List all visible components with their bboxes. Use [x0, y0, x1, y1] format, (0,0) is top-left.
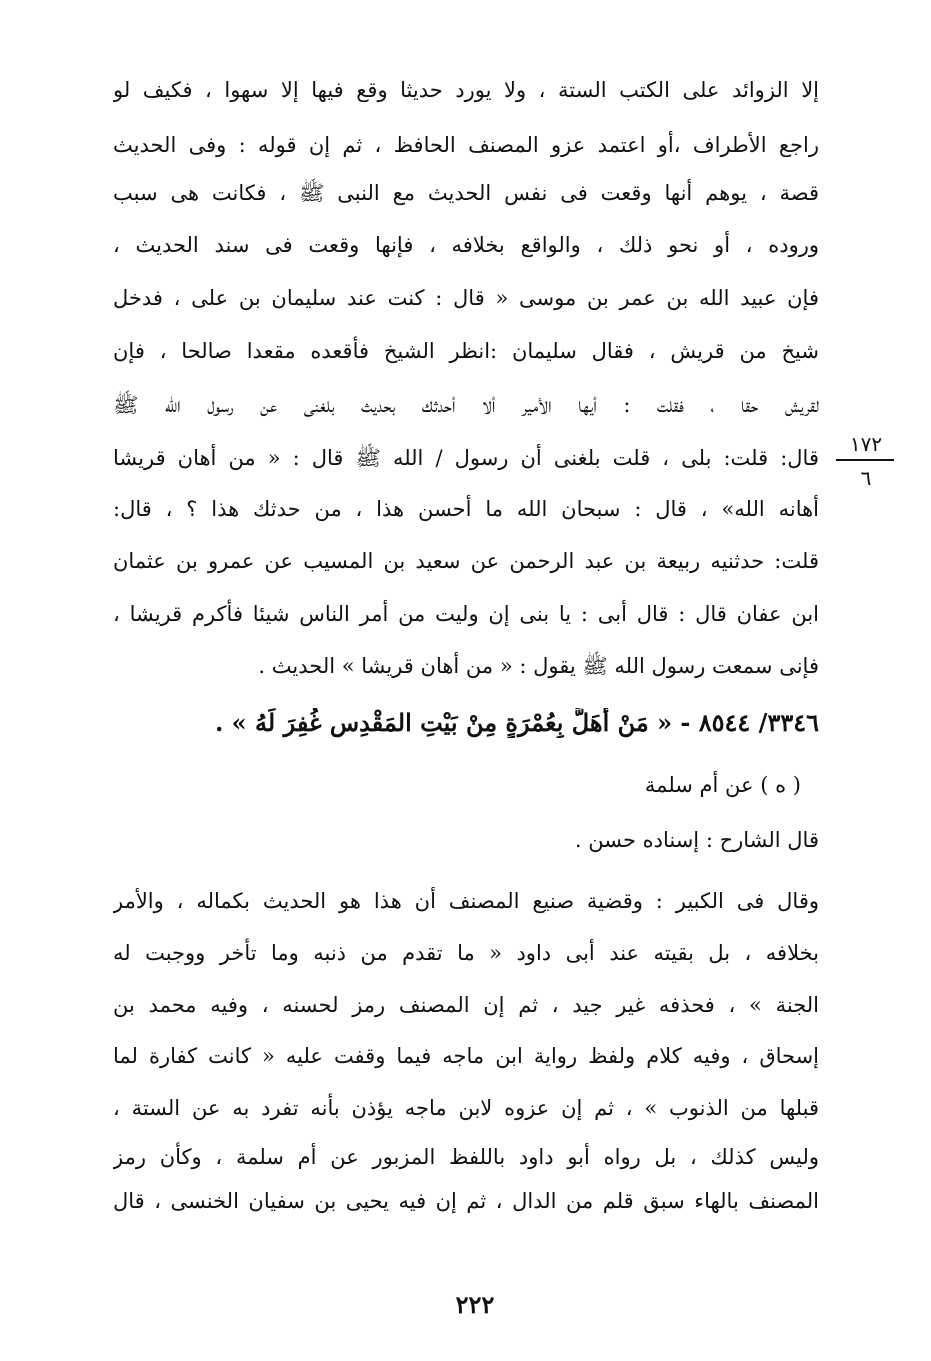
text-line-6: شيخ من قريش ، فقال سليمان :انظر الشيخ فأقعده مقعدا صالحا ، فإن: [113, 339, 819, 363]
text-line-8: قال: قلت: بلى ، قلت بلغنى أن رسول / الله ﷺ قال : « من أهان قريشا: [113, 446, 819, 470]
kabir-line-5: قبلها من الذنوب » ، ثم إن عزوه لابن ماجه يؤذن بأنه تفرد به عن الستة ،: [113, 1096, 819, 1120]
text-line-3: قصة ، يوهم أنها وقعت فى نفس الحديث مع النبى ﷺ ، فكانت هى سبب: [113, 181, 819, 205]
text-line-5: فإن عبيد الله بن عمر بن موسى « قال : كنت عند سليمان بن على ، فدخل: [113, 286, 819, 310]
kabir-line-1: وقال فى الكبير : وقضية صنيع المصنف أن هذا هو الحديث بكماله ، والأمر: [113, 889, 819, 913]
text-line-11: ابن عفان قال : قال أبى : يا بنى إن وليت من أمر الناس شيئا فأكرم قريشا ،: [113, 602, 819, 626]
kabir-line-7: المصنف بالهاء سبق قلم من الدال ، ثم إن فيه يحيى بن سفيان الخنسى ، قال: [113, 1189, 819, 1213]
text-line-12: فإنى سمعت رسول الله ﷺ يقول : « من أهان قريشا » الحديث .: [258, 654, 819, 678]
page-number: ٢٢٢: [455, 1290, 495, 1319]
margin-divider: [836, 459, 894, 461]
text-line-7: لقريش حقا ، فقلت : أيها الأمير ألا أحدثك بحديث بلغنى عن رسول الله ﷺ: [113, 393, 819, 417]
text-line-9: أهانه الله» ، قال : سبحان الله ما أحسن هذا ، من حدثك هذا ؟ ، قال:: [113, 497, 819, 521]
text-line-10: قلت: حدثنيه ربيعة بن عبد الرحمن عن سعيد بن المسيب عن عمرو بن عثمان: [113, 549, 819, 573]
sharih-comment: قال الشارح : إسناده حسن .: [574, 828, 819, 852]
text-line-2: راجع الأطراف ،أو اعتمد عزو المصنف الحافظ ، ثم إن قوله : وفى الحديث: [113, 133, 819, 157]
text-line-1: إلا الزوائد على الكتب الستة ، ولا يورد حديثا وقع فيها إلا سهوا ، فكيف لو: [113, 78, 819, 102]
text-line-4: وروده ، أو نحو ذلك ، والواقع بخلافه ، فإنها وقعت فى سند الحديث ،: [113, 233, 819, 257]
hadith-heading: ٣٣٤٦/ ٨٥٤٤ - « مَنْ أَهَلَّ بِعُمْرَةٍ مِنْ بَيْتِ المَقْدِسِ غُفِرَ لَهُ » .: [214, 708, 819, 737]
kabir-line-3: الجنة » ، فحذفه غير جيد ، ثم إن المصنف رمز لحسنه ، وفيه محمد بن: [113, 993, 819, 1017]
margin-page-marker: ٦: [860, 466, 872, 490]
hadith-source: ( ه ) عن أم سلمة: [644, 773, 801, 797]
margin-volume-marker: ١٧٢: [849, 432, 883, 456]
kabir-line-2: بخلافه ، بل بقيته عند أبى داود « ما تقدم من ذنبه وما تأخر ووجبت له: [113, 941, 819, 965]
kabir-line-4: إسحاق ، وفيه كلام ولفظ رواية ابن ماجه فيما وقفت عليه « كانت كفارة لما: [113, 1044, 819, 1068]
kabir-line-6: وليس كذلك ، بل رواه أبو داود باللفظ المزبور عن أم سلمة ، وكأن رمز: [113, 1145, 819, 1169]
